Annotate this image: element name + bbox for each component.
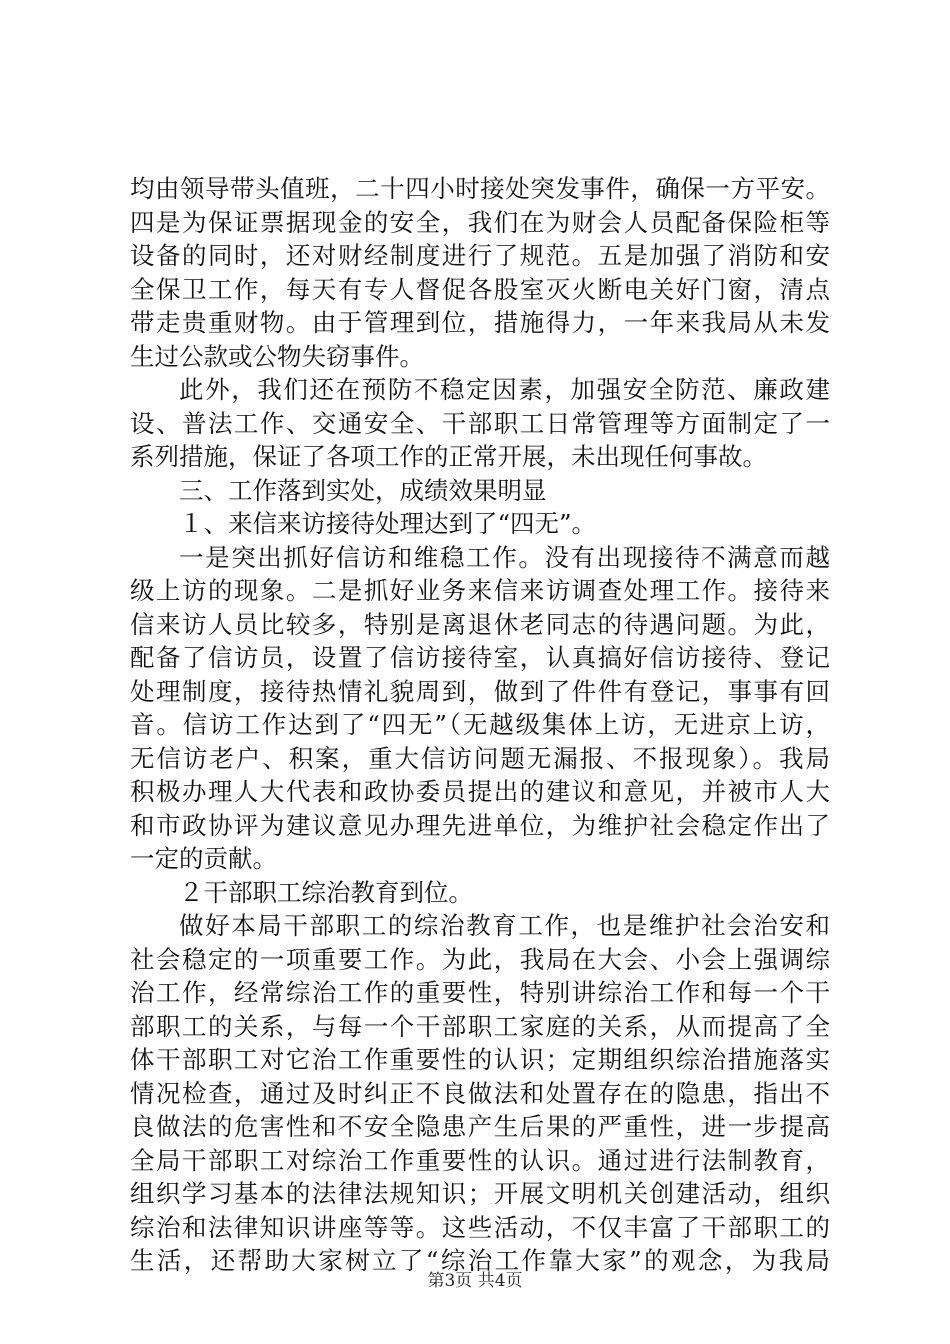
text-line: 配备了信访员，设置了信访接待室，认真搞好信访接待、登记 [130, 643, 830, 672]
text-line: 全局干部职工对综治工作重要性的认识。通过进行法制教育， [130, 1145, 830, 1175]
section-heading: 三、工作落到实处，成绩效果明显 [179, 475, 547, 505]
text-line: 良做法的危害性和不安全隐患产生后果的严重性，进一步提高 [130, 1112, 830, 1141]
text-line: 体干部职工对它治工作重要性的认识；定期组织综治措施落实 [130, 1045, 830, 1074]
text-line: 综治和法律知识讲座等等。这些活动，不仅丰富了干部职工的 [130, 1212, 830, 1242]
text-line: 四是为保证票据现金的安全，我们在为财会人员配备保险柜等 [130, 207, 830, 237]
text-line: 积极办理人大代表和政协委员提出的建议和意见，并被市人大 [130, 777, 830, 806]
subsection-heading: ２干部职工综治教育到位。 [179, 877, 473, 907]
paragraph-start-line: 一是突出抓好信访和维稳工作。没有出现接待不满意而越 [179, 542, 830, 572]
text-line: 治工作，经常综治工作的重要性，特别讲综治工作和每一个干 [130, 978, 830, 1007]
text-line: 全保卫工作，每天有专人督促各股室灭火断电关好门窗，清点 [130, 274, 830, 304]
paragraph-start-line: 做好本局干部职工的综治教育工作，也是维护社会治安和 [179, 911, 830, 940]
page-footer [0, 1266, 950, 1291]
text-line: 级上访的现象。二是抓好业务来信来访调查处理工作。接待来 [130, 576, 830, 605]
text-line: 生活，还帮助大家树立了“综治工作靠大家”的观念，为我局 [130, 1246, 830, 1275]
text-line: 无信访老户、积案，重大信访问题无漏报、不报现象）。我局 [130, 743, 830, 773]
text-line: 系列措施，保证了各项工作的正常开展，未出现任何事故。 [130, 442, 767, 471]
page-number: 第3页 [427, 1271, 473, 1291]
text-line: 部职工的关系，与每一个干部职工家庭的关系，从而提高了全 [130, 1011, 830, 1041]
text-line: 设、普法工作、交通安全、干部职工日常管理等方面制定了一 [130, 408, 830, 438]
text-line: 生过公款或公物失窃事件。 [130, 341, 424, 371]
text-line: 信来访人员比较多，特别是离退休老同志的待遇问题。为此， [130, 609, 830, 639]
text-line: 设备的同时，还对财经制度进行了规范。五是加强了消防和安 [130, 241, 830, 270]
text-line: 社会稳定的一项重要工作。为此，我局在大会、小会上强调综 [130, 944, 830, 974]
text-line: 一定的贡献。 [130, 844, 277, 873]
text-line: 处理制度，接待热情礼貌周到，做到了件件有登记，事事有回 [130, 676, 830, 706]
text-line: 情况检查，通过及时纠正不良做法和处置存在的隐患，指出不 [130, 1078, 830, 1108]
subsection-heading: １、来信来访接待处理达到了“四无”。 [179, 509, 597, 538]
document-body [130, 172, 830, 1278]
text-line: 音。信访工作达到了“四无”（无越级集体上访，无进京上访， [130, 710, 830, 739]
text-line: 组织学习基本的法律法规知识；开展文明机关创建活动，组织 [130, 1179, 830, 1208]
paragraph-start-line: 此外，我们还在预防不稳定因素，加强安全防范、廉政建 [179, 375, 830, 404]
text-line: 带走贵重财物。由于管理到位，措施得力，一年来我局从未发 [130, 308, 830, 337]
text-line: 均由领导带头值班，二十四小时接处突发事件，确保一方平安。 [130, 174, 830, 203]
text-line: 和市政协评为建议意见办理先进单位，为维护社会稳定作出了 [130, 810, 830, 840]
page-total: 共4页 [477, 1271, 523, 1291]
